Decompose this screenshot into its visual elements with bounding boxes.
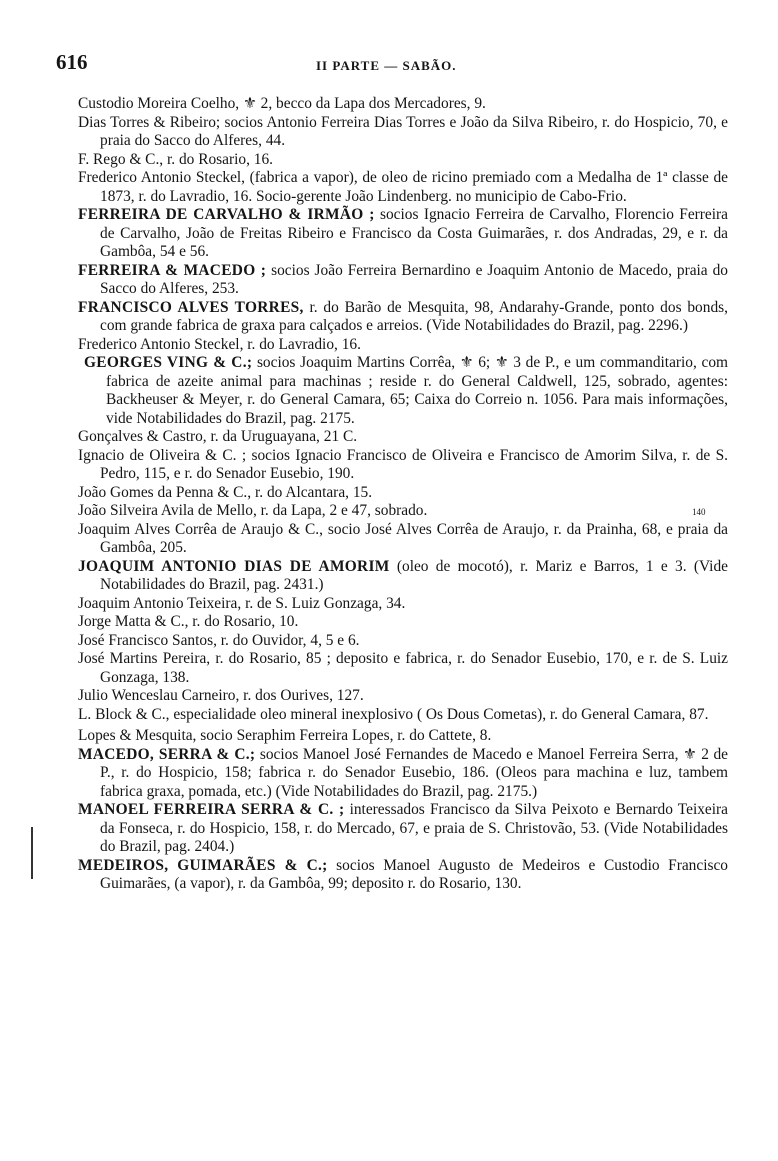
list-item: Lopes & Mesquita, socio Seraphim Ferreira Lopes, r. do Cattete, 8. (78, 727, 492, 744)
list-item: F. Rego & C., r. do Rosario, 16. (78, 150, 274, 168)
list-item: Joaquim Antonio Teixeira, r. de S. Luiz Gonzaga, 34. (78, 594, 406, 612)
list-item: Dias Torres & Ribeiro; socios Antonio Ferreira Dias Torres e João da Silva Ribeiro, r. do Hospicio, 70, e praia do Sacco do Alferes, 44. (78, 113, 728, 149)
list-item: FERREIRA & MACEDO ; socios João Ferreira Bernardino e Joaquim Antonio de Macedo, praia do Sacco do Alferes, 253. (78, 261, 728, 297)
list-item: FRANCISCO ALVES TORRES, r. do Barão de Mesquita, 98, Andarahy-Grande, ponto dos bonds, com grande fabrica de graxa para calçados e arreios. (Vide Notabilidades do Brazil, pag. 2296.) (78, 298, 728, 334)
list-item: João Gomes da Penna & C., r. do Alcantara, 15. (78, 483, 373, 501)
list-item: JOAQUIM ANTONIO DIAS DE AMORIM (oleo de mocotó), r. Mariz e Barros, 1 e 3. (Vide Notabilidades do Brazil, pag. 2431.) (78, 557, 728, 593)
list-item: Julio Wenceslau Carneiro, r. dos Ourives, 127. (78, 687, 364, 704)
list-item: FERREIRA DE CARVALHO & IRMÃO ; socios Ignacio Ferreira de Carvalho, Florencio Ferreira de Carvalho, João de Freitas Ribeiro e Francisco da Costa Guimarães, r. dos Andradas, 29, e r. da Gambôa, 54 e 56. (78, 206, 728, 260)
directory-listing (78, 95, 728, 894)
list-item: José Francisco Santos, r. do Ouvidor, 4, 5 e 6. (78, 631, 360, 649)
list-item: Joaquim Alves Corrêa de Araujo & C., socio José Alves Corrêa de Araujo, r. da Prainha, 68, e praia da Gambôa, 205. (78, 520, 728, 556)
list-item: Jorge Matta & C., r. do Rosario, 10. (78, 613, 299, 630)
list-item: João Silveira Avila de Mello, r. da Lapa, 2 e 47, sobrado. (78, 502, 428, 519)
margin-rule (31, 827, 33, 879)
list-item: Frederico Antonio Steckel, (fabrica a vapor), de oleo de ricino premiado com a Medalha de 1ª classe de 1873, r. do Lavradio, 16. Socio-gerente João Lindenberg. no municipio de Cabo-Frio. (78, 169, 728, 205)
page-number: 616 (56, 50, 88, 74)
list-item: José Martins Pereira, r. do Rosario, 85 ; deposito e fabrica, r. do Senador Eusebio, 170, e r. de S. Luiz Gonzaga, 138. (78, 650, 728, 686)
list-item: GEORGES VING & C.; socios Joaquim Martins Corrêa, ⚜ 6; ⚜ 3 de P., e um commanditario, com fabrica de azeite animal para machinas ; reside r. do General Caldwell, 125, sobrado, agentes: Backheuser & Meyer, r. do General Camara, 65; Caixa do Correio n. 1056. Para mais informações, vide Notabilidades do Brazil, pag. 2175. (84, 354, 728, 427)
list-item: Ignacio de Oliveira & C. ; socios Ignacio Francisco de Oliveira e Francisco de Amorim Silva, r. de S. Pedro, 115, e r. do Senador Eusebio, 190. (78, 446, 728, 482)
list-item: MEDEIROS, GUIMARÃES & C.; socios Manoel Augusto de Medeiros e Custodio Francisco Guimarães, (a vapor), r. da Gambôa, 99; deposito r. do Rosario, 130. (78, 856, 728, 892)
list-item: L. Block & C., especialidade oleo mineral inexplosivo ( Os Dous Cometas), r. do General Camara, 87. (78, 705, 709, 723)
page-header (56, 50, 718, 90)
list-item: Frederico Antonio Steckel, r. do Lavradio, 16. (78, 335, 361, 353)
list-item: Custodio Moreira Coelho, ⚜ 2, becco da Lapa dos Mercadores, 9. (78, 95, 486, 112)
list-item: MANOEL FERREIRA SERRA & C. ; interessados Francisco da Silva Peixoto e Bernardo Teixeira da Fonseca, r. do Hospicio, 158, r. do Mercado, 67, e praia de S. Christovão, 53. (Vide Notabilidades do Brazil, pag. 2404.) (78, 801, 728, 855)
margin-marker: 140 (692, 507, 706, 517)
list-item: Gonçalves & Castro, r. da Uruguayana, 21 C. (78, 428, 358, 445)
list-item: MACEDO, SERRA & C.; socios Manoel José Fernandes de Macedo e Manoel Ferreira Serra, ⚜ 2 de P., r. do Hospicio, 158; fabrica r. do Senador Eusebio, 186. (Oleos para machina e luz, tambem fabrica graxa, pomada, etc.) (Vide Notabilidades do Brazil, pag. 2175.) (78, 745, 728, 800)
running-title: II PARTE — SABÃO. (316, 58, 457, 73)
